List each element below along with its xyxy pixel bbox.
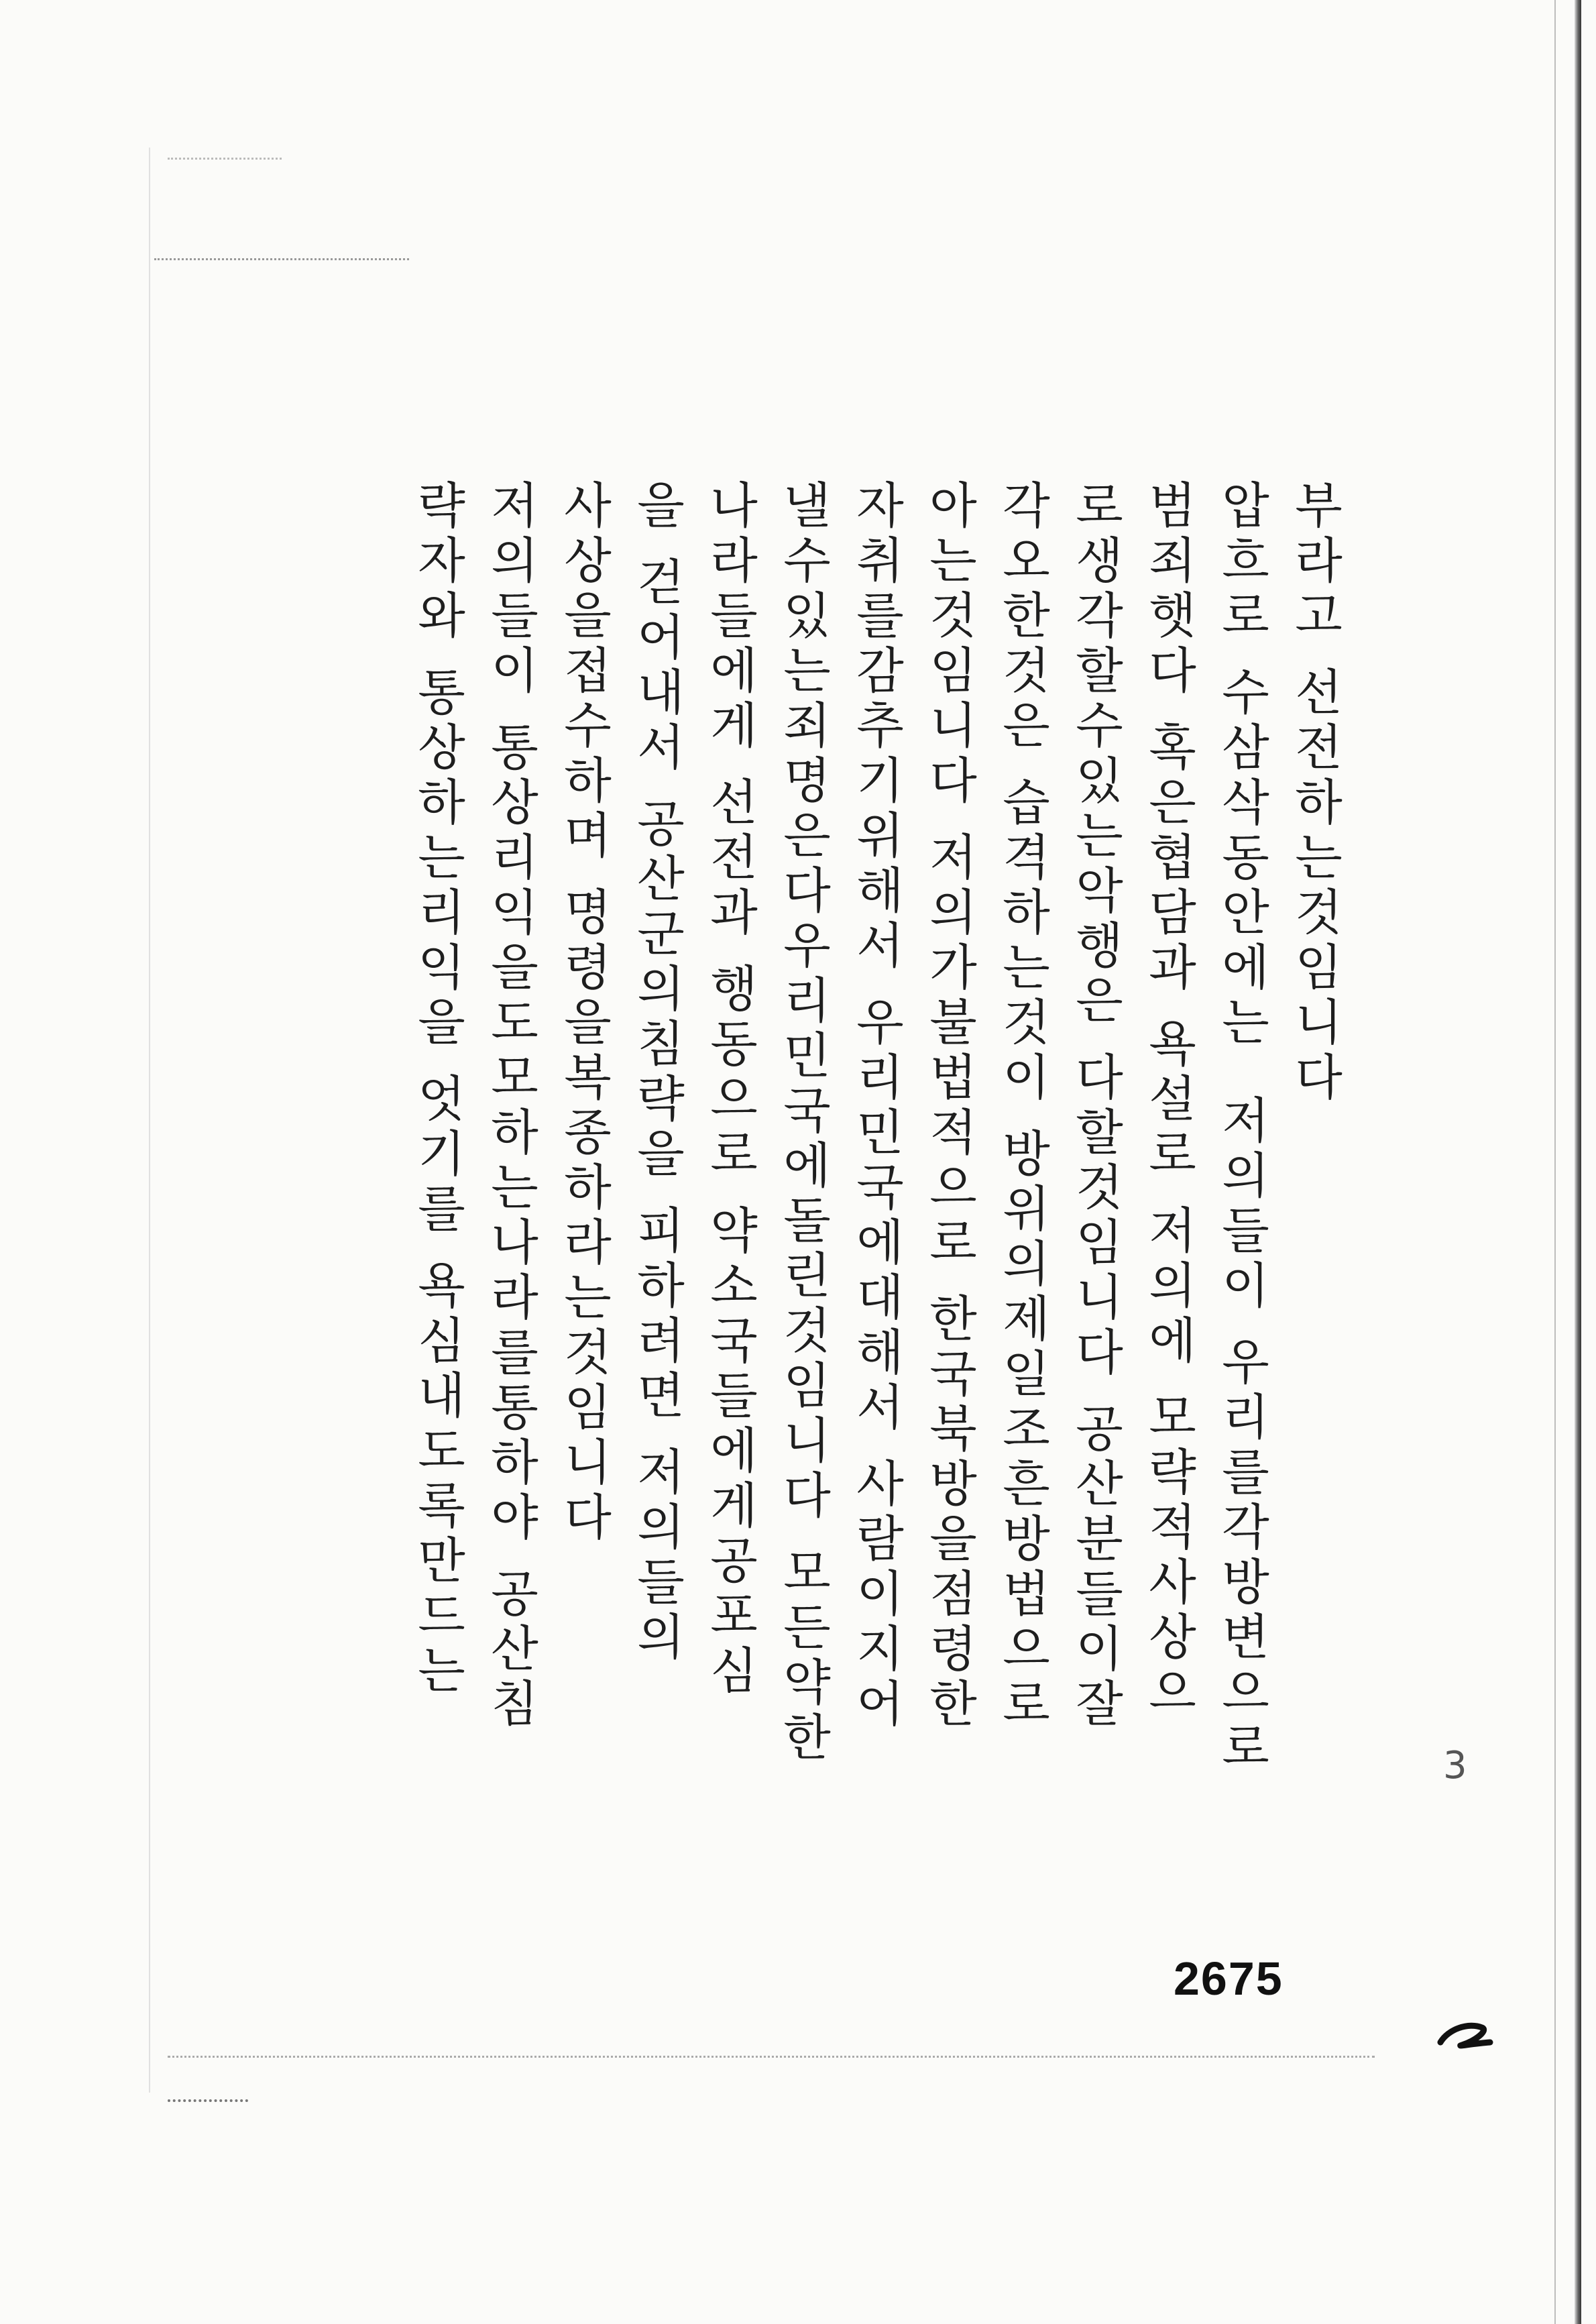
text-column-1: 부라고 선전하는것임니다 — [1286, 480, 1343, 1107]
pen-mark-icon — [1435, 2015, 1495, 2056]
text-column-6: 아는것임니다 저의가불법적으로 한국북방을점령한 — [920, 480, 977, 1733]
text-column-11: 사상을접수하며 명령을복종하라는것임니다 — [555, 480, 612, 1547]
margin-rule — [149, 148, 150, 2093]
text-column-9: 나라들에게 선전과 행동으로 약소국들에게공포심 — [701, 480, 758, 1700]
scan-speckle-top-small — [168, 158, 282, 160]
text-column-13: 략자와 통상하는리익을 엇기를 욕심내도록만드는 — [408, 480, 465, 1700]
page-number: 3 — [1443, 1744, 1467, 1787]
text-column-5: 각오한것은 습격하는것이 방위의제일조흔방법으로 — [993, 480, 1050, 1733]
scan-speckle-top — [154, 258, 409, 274]
page-edge-line — [1554, 0, 1556, 2324]
text-column-2: 압흐로 수삼삭동안에는 저의들이 우리를각방변으로 — [1212, 480, 1269, 1776]
text-column-3: 범죄햇다 혹은협담과 욕설로 저의에 모략적사상으 — [1139, 480, 1196, 1721]
scan-speckle-bottom-left — [168, 2099, 248, 2102]
document-number-stamp: 2675 — [1174, 1952, 1284, 2005]
scan-speckle-bottom — [168, 2056, 1375, 2058]
handwritten-text-block — [409, 480, 1341, 1888]
text-column-4: 로생각할수있는악행은 다할것임니다 공산분들이잘 — [1066, 480, 1123, 1733]
text-column-7: 자취를감추기위해서 우리민국에대해서 사람이지어 — [847, 480, 904, 1733]
text-column-10: 을 걷어내서 공산군의침략을 피하려면 저의들의 — [628, 480, 685, 1666]
text-column-8: 낼수있는죄명은다우리민국에돌린것임니다 모든약한 — [774, 480, 831, 1767]
text-column-12: 저의들이 통상리익을도모하는나라를통하야 공산침 — [481, 480, 538, 1733]
page-edge-shadow — [1575, 0, 1581, 2324]
